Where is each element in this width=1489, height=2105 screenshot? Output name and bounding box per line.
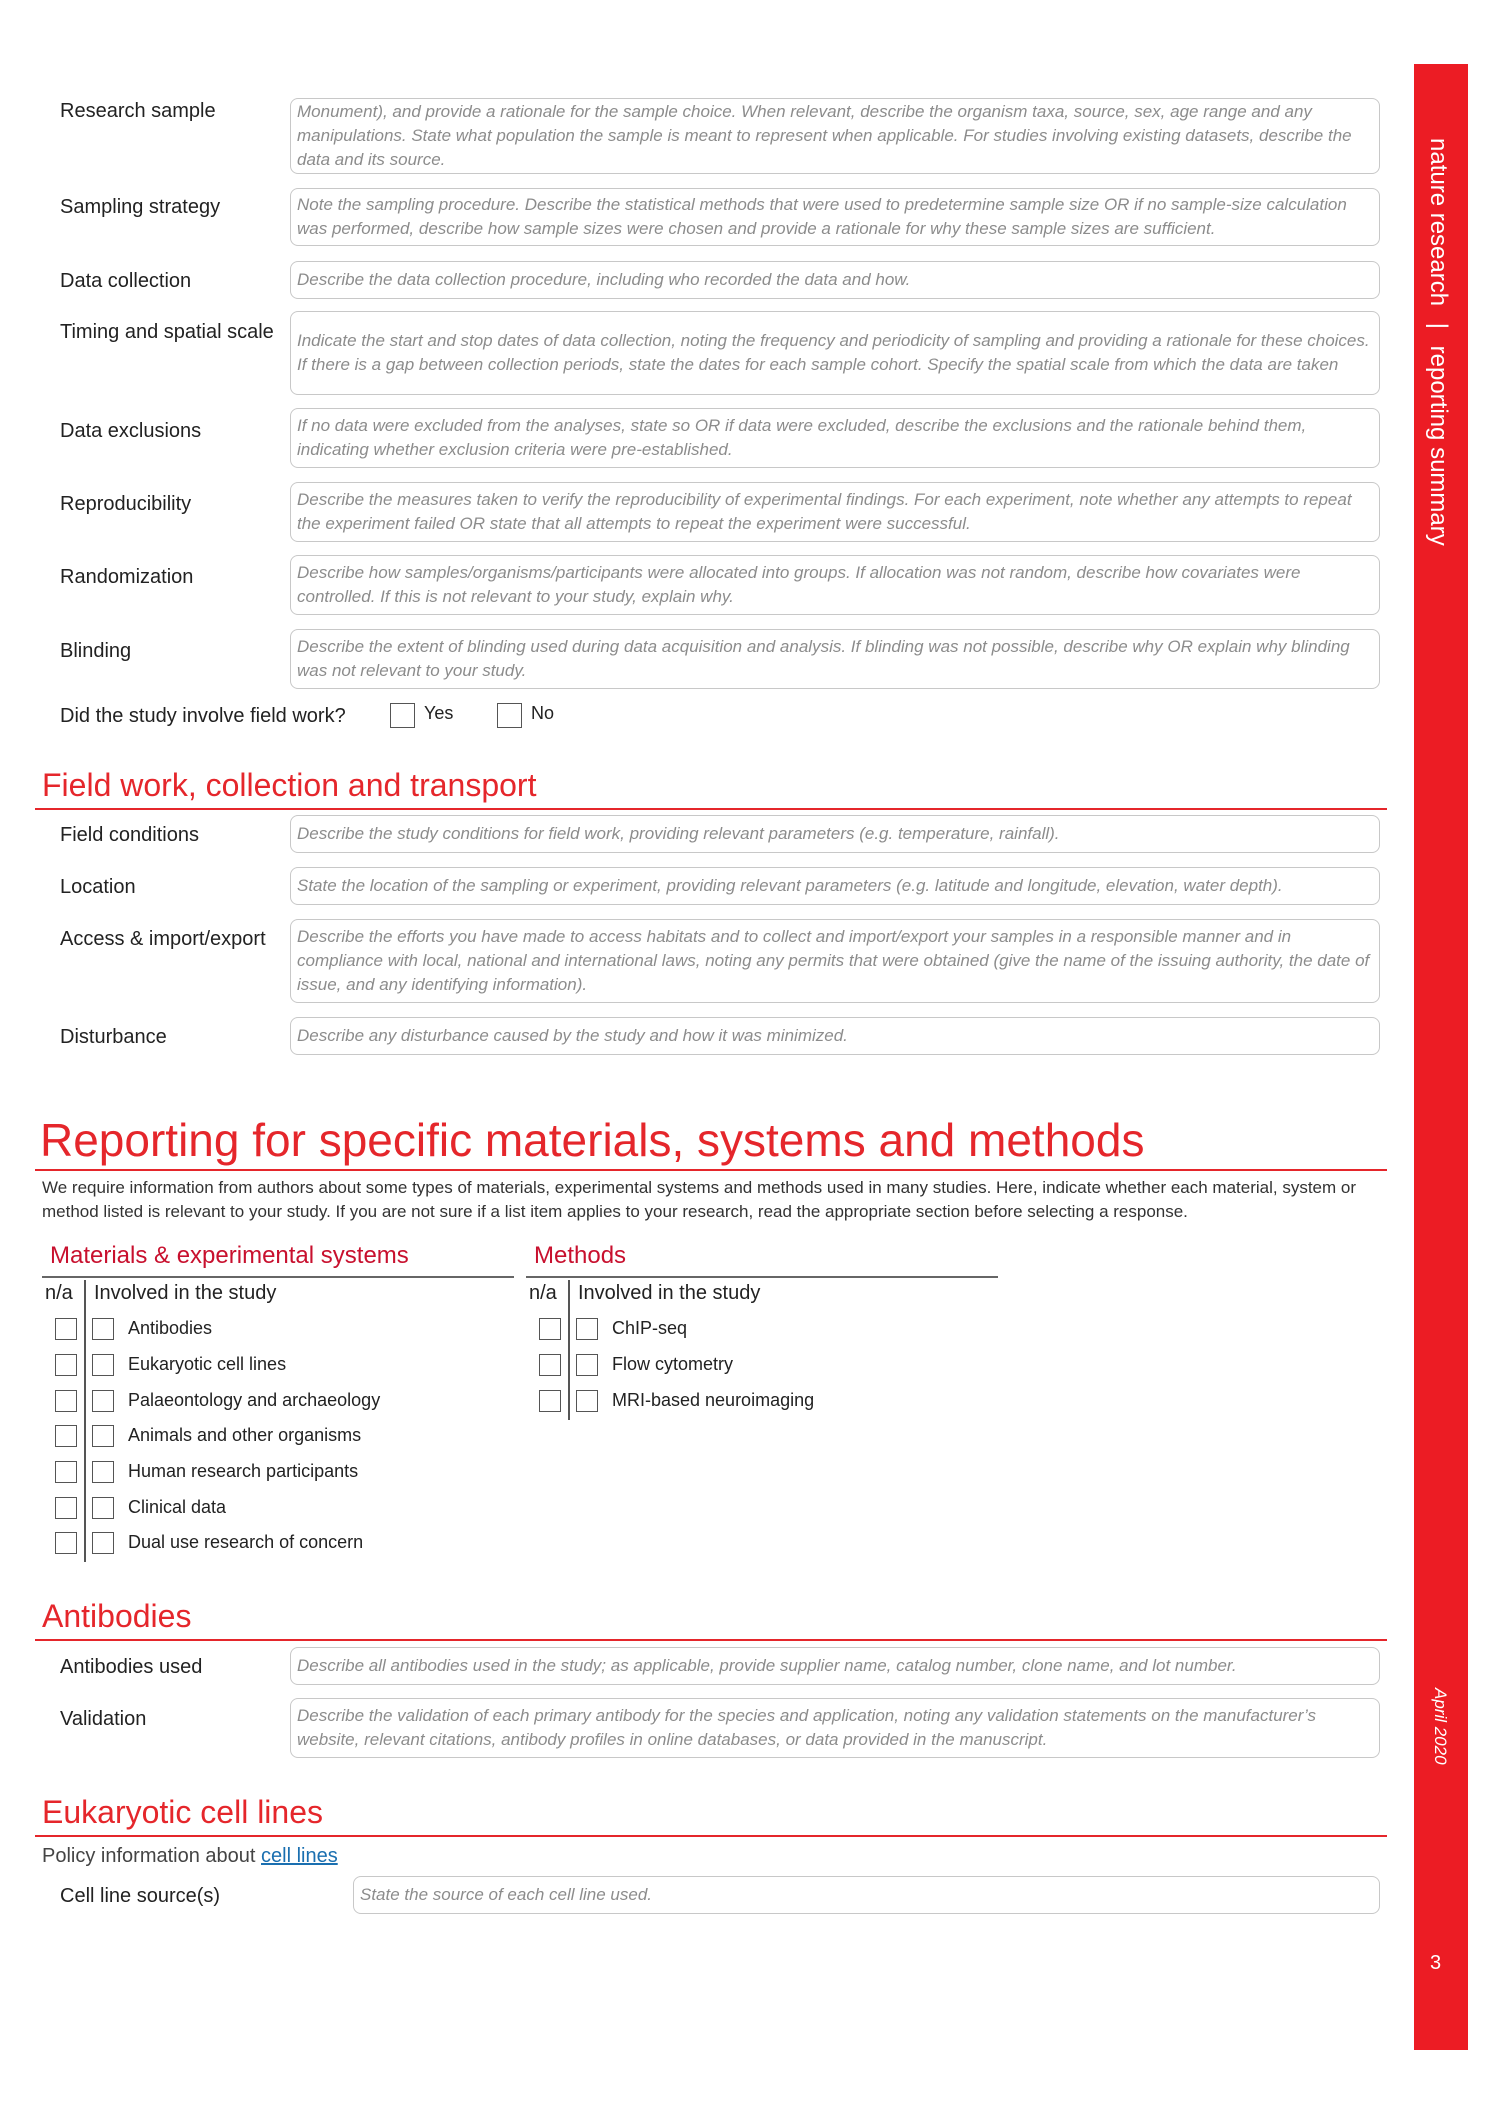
- field-research-sample[interactable]: Monument), and provide a rationale for the sample choice. When relevant, describe the organism taxa, source, sex, age range and any manipulations. State what population the sample is meant to represent when applicable. For studies involving existing datasets, describe the data and its source.: [290, 98, 1380, 174]
- sidebar-separator: |: [1425, 322, 1452, 329]
- label-location: Location: [60, 876, 136, 898]
- field-field-conditions[interactable]: Describe the study conditions for field work, providing relevant parameters (e.g. temperature, rainfall).: [290, 815, 1380, 853]
- section-title-cell-lines: Eukaryotic cell lines: [42, 1794, 323, 1830]
- label-validation: Validation: [60, 1708, 147, 1730]
- materials-item-label: Palaeontology and archaeology: [128, 1390, 381, 1410]
- methods-involved-checkbox[interactable]: [576, 1354, 598, 1376]
- materials-item-label: Human research participants: [128, 1461, 359, 1481]
- methods-rule: [526, 1276, 998, 1278]
- label-field-conditions: Field conditions: [60, 824, 199, 846]
- materials-na-checkbox[interactable]: [55, 1354, 77, 1376]
- label-antibodies-used: Antibodies used: [60, 1656, 203, 1678]
- materials-na-checkbox[interactable]: [55, 1497, 77, 1519]
- cell-lines-policy-link[interactable]: cell lines: [261, 1845, 338, 1867]
- label-access-import-export: Access & import/export: [60, 928, 266, 950]
- field-sampling-strategy[interactable]: Note the sampling procedure. Describe the statistical methods that were used to predetermine sample size OR if no sample-size calculation was performed, describe how sample sizes were chosen and provide a rationale for why these sample sizes are sufficient.: [290, 188, 1380, 246]
- field-reproducibility[interactable]: Describe the measures taken to verify the reproducibility of experimental findings. For each experiment, note whether any attempts to repeat the experiment failed OR state that all attempts to repeat the experiment were successful.: [290, 482, 1380, 542]
- field-location[interactable]: State the location of the sampling or experiment, providing relevant parameters (e.g. latitude and longitude, elevation, water depth).: [290, 867, 1380, 905]
- methods-item-label: MRI-based neuroimaging: [612, 1390, 815, 1410]
- materials-involved-checkbox[interactable]: [92, 1390, 114, 1412]
- materials-col-involved: Involved in the study: [94, 1282, 277, 1304]
- section-rule: [35, 1169, 1387, 1171]
- field-work-no-label: No: [531, 703, 555, 723]
- field-cell-line-source[interactable]: State the source of each cell line used.: [353, 1876, 1380, 1914]
- methods-item-label: ChIP-seq: [612, 1318, 688, 1338]
- field-validation[interactable]: Describe the validation of each primary antibody for the species and application, noting any validation statements on the manufacturer’s website, relevant citations, antibody profiles in online databases, or data provided in the manuscript.: [290, 1698, 1380, 1758]
- field-work-yes-checkbox[interactable]: [390, 703, 415, 728]
- field-disturbance[interactable]: Describe any disturbance caused by the study and how it was minimized.: [290, 1017, 1380, 1055]
- materials-title: Materials & experimental systems: [50, 1242, 409, 1269]
- methods-col-na: n/a: [529, 1282, 557, 1304]
- materials-item-label: Dual use research of concern: [128, 1532, 364, 1552]
- sidebar-brand: nature research: [1425, 138, 1452, 307]
- label-data-exclusions: Data exclusions: [60, 420, 202, 442]
- label-cell-line-source: Cell line source(s): [60, 1885, 221, 1907]
- methods-na-checkbox[interactable]: [539, 1318, 561, 1340]
- field-data-exclusions[interactable]: If no data were excluded from the analyses, state so OR if data were excluded, describe the exclusions and the rationale behind them, indicating whether exclusion criteria were pre-established.: [290, 408, 1380, 468]
- label-research-sample: Research sample: [60, 100, 216, 122]
- methods-title: Methods: [534, 1242, 627, 1269]
- policy-prefix: Policy information about: [42, 1845, 262, 1867]
- materials-involved-checkbox[interactable]: [92, 1318, 114, 1340]
- materials-item-label: Animals and other organisms: [128, 1425, 362, 1445]
- materials-involved-checkbox[interactable]: [92, 1461, 114, 1483]
- materials-na-checkbox[interactable]: [55, 1425, 77, 1447]
- field-work-question: Did the study involve field work?: [60, 705, 346, 727]
- methods-na-checkbox[interactable]: [539, 1354, 561, 1376]
- section-rule: [35, 808, 1387, 810]
- label-data-collection: Data collection: [60, 270, 192, 292]
- methods-item-label: Flow cytometry: [612, 1354, 734, 1374]
- materials-na-checkbox[interactable]: [55, 1318, 77, 1340]
- methods-divider: [568, 1280, 570, 1420]
- field-data-collection[interactable]: Describe the data collection procedure, including who recorded the data and how.: [290, 261, 1380, 299]
- materials-involved-checkbox[interactable]: [92, 1354, 114, 1376]
- section-rule: [35, 1835, 1387, 1837]
- materials-involved-checkbox[interactable]: [92, 1425, 114, 1447]
- materials-col-na: n/a: [45, 1282, 73, 1304]
- sidebar-doc-name: reporting summary: [1425, 345, 1452, 546]
- methods-involved-checkbox[interactable]: [576, 1390, 598, 1412]
- label-disturbance: Disturbance: [60, 1026, 167, 1048]
- field-timing-spatial-scale[interactable]: Indicate the start and stop dates of data collection, noting the frequency and periodicity of sampling and providing a rationale for these choices. If there is a gap between collection periods, state the dates for each sample cohort. Specify the spatial scale from which the data are taken: [290, 311, 1380, 395]
- label-blinding: Blinding: [60, 640, 132, 662]
- field-access-import-export[interactable]: Describe the efforts you have made to access habitats and to collect and import/export your samples in a responsible manner and in compliance with local, national and international laws, noting any permits that were obtained (give the name of the issuing authority, the date of issue, and any identifying information).: [290, 919, 1380, 1003]
- section-title-reporting: Reporting for specific materials, systems and methods: [40, 1114, 1145, 1166]
- label-randomization: Randomization: [60, 566, 194, 588]
- field-work-yes-label: Yes: [424, 703, 454, 723]
- materials-item-label: Antibodies: [128, 1318, 213, 1338]
- sidebar-date: April 2020: [1431, 1688, 1450, 1765]
- field-randomization[interactable]: Describe how samples/organisms/participants were allocated into groups. If allocation was not random, describe how covariates were controlled. If this is not relevant to your study, explain why.: [290, 555, 1380, 615]
- sidebar-journal-title: [1424, 138, 1452, 546]
- field-antibodies-used[interactable]: Describe all antibodies used in the study; as applicable, provide supplier name, catalog number, clone name, and lot number.: [290, 1647, 1380, 1685]
- field-work-no-checkbox[interactable]: [497, 703, 522, 728]
- cell-lines-policy: [42, 1845, 338, 1868]
- reporting-intro: We require information from authors about some types of materials, experimental systems and methods used in many studies. Here, indicate whether each material, system or method listed is relevant to your study. If you are not sure if a list item applies to your research, read the appropriate section before selecting a response.: [42, 1178, 1357, 1221]
- methods-na-checkbox[interactable]: [539, 1390, 561, 1412]
- methods-involved-checkbox[interactable]: [576, 1318, 598, 1340]
- field-blinding[interactable]: Describe the extent of blinding used during data acquisition and analysis. If blinding was not possible, describe why OR explain why blinding was not relevant to your study.: [290, 629, 1380, 689]
- materials-na-checkbox[interactable]: [55, 1390, 77, 1412]
- materials-na-checkbox[interactable]: [55, 1532, 77, 1554]
- page-number: 3: [1430, 1952, 1442, 1974]
- materials-divider: [84, 1280, 86, 1562]
- materials-rule: [42, 1276, 514, 1278]
- section-rule: [35, 1639, 1387, 1641]
- label-reproducibility: Reproducibility: [60, 493, 192, 515]
- materials-involved-checkbox[interactable]: [92, 1532, 114, 1554]
- methods-col-involved: Involved in the study: [578, 1282, 761, 1304]
- materials-na-checkbox[interactable]: [55, 1461, 77, 1483]
- materials-item-label: Eukaryotic cell lines: [128, 1354, 287, 1374]
- section-title-antibodies: Antibodies: [42, 1598, 192, 1634]
- label-timing-spatial-scale: Timing and spatial scale: [60, 321, 274, 343]
- materials-item-label: Clinical data: [128, 1497, 227, 1517]
- materials-involved-checkbox[interactable]: [92, 1497, 114, 1519]
- label-sampling-strategy: Sampling strategy: [60, 196, 221, 218]
- section-title-field-work: Field work, collection and transport: [42, 767, 537, 803]
